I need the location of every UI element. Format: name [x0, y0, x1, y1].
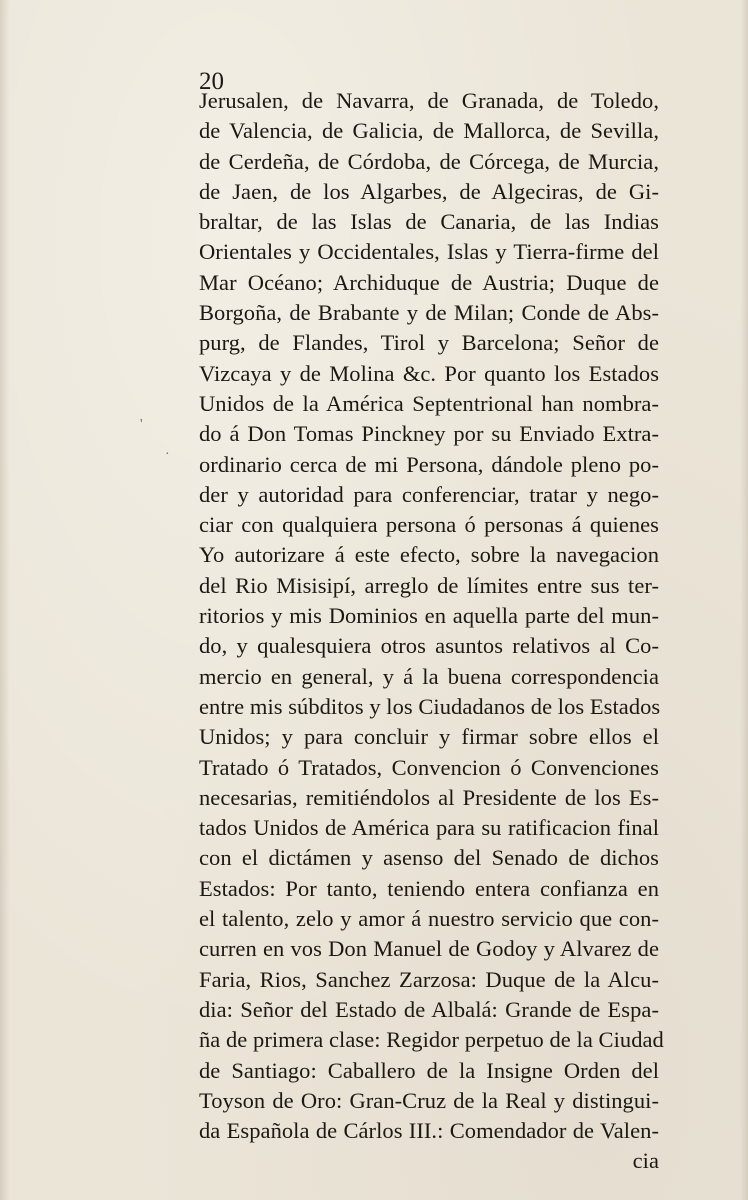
text-line: de Jaen, de los Algarbes, de Algeciras, de Gi-	[199, 178, 659, 204]
text-line: ciar con qualquiera persona ó personas á quienes	[199, 512, 659, 538]
text-line: con el dictámen y asenso del Senado de dichos	[199, 845, 659, 871]
text-line: ña de primera clase: Regidor perpetuo de la Ciudad	[199, 1027, 664, 1053]
text-line: Estados: Por tanto, teniendo entera confianza en	[199, 875, 659, 901]
text-line: dia: Señor del Estado de Albalá: Grande de Espa-	[199, 996, 659, 1022]
text-line: de Valencia, de Galicia, de Mallorca, de Sevilla,	[199, 118, 659, 144]
text-line: braltar, de las Islas de Canaria, de las Indias	[199, 209, 659, 235]
body-text	[199, 86, 664, 1177]
text-line: Yo autorizare á este efecto, sobre la navegacion	[199, 542, 659, 568]
paper-edge-left	[0, 0, 10, 1200]
paper-speck: '	[140, 417, 143, 432]
text-line: purg, de Flandes, Tirol y Barcelona; Señor de	[199, 330, 659, 356]
text-line: tados Unidos de América para su ratificacion final	[199, 815, 659, 841]
text-line: der y autoridad para conferenciar, tratar y nego-	[199, 481, 659, 507]
text-line: do, y qualesquiera otros asuntos relativos al Co-	[199, 633, 659, 659]
text-line: ordinario cerca de mi Persona, dándole pleno po-	[199, 451, 659, 477]
text-line: Toyson de Oro: Gran-Cruz de la Real y distingui-	[199, 1087, 659, 1113]
text-line: curren en vos Don Manuel de Godoy y Alvarez de	[199, 936, 659, 962]
text-line: mercio en general, y á la buena correspondencia	[199, 663, 659, 689]
text-line: Orientales y Occidentales, Islas y Tierra-firme del	[199, 239, 659, 265]
catchword: cia	[632, 1148, 659, 1174]
page-number: 20	[199, 68, 224, 95]
text-line: do á Don Tomas Pinckney por su Enviado Extra-	[199, 421, 659, 447]
text-line: Jerusalen, de Navarra, de Granada, de Toledo,	[199, 88, 659, 113]
paper-edge-right	[740, 0, 748, 1200]
text-line: el talento, zelo y amor á nuestro servicio que con-	[199, 906, 659, 932]
text-line: Borgoña, de Brabante y de Milan; Conde de Abs-	[199, 300, 659, 326]
text-line: Tratado ó Tratados, Convencion ó Convenciones	[199, 754, 659, 780]
text-line: Unidos de la América Septentrional han nombra-	[199, 390, 659, 416]
text-line: ritorios y mis Dominios en aquella parte del mun-	[199, 603, 659, 629]
text-line: del Rio Misisipí, arreglo de límites entre sus ter-	[199, 572, 659, 598]
text-line: de Santiago: Caballero de la Insigne Orden del	[199, 1057, 659, 1083]
text-line: entre mis súbditos y los Ciudadanos de los Estados	[199, 693, 661, 719]
text-line: necesarias, remitiéndolos al Presidente de los Es-	[199, 784, 659, 810]
text-line: de Cerdeña, de Córdoba, de Córcega, de Murcia,	[199, 148, 659, 174]
paper-speck: ·	[165, 447, 170, 462]
text-line: Faria, Rios, Sanchez Zarzosa: Duque de la Alcu-	[199, 966, 659, 992]
text-line: Mar Océano; Archiduque de Austria; Duque de	[199, 269, 659, 295]
text-line: Vizcaya y de Molina &c. Por quanto los Estados	[199, 360, 659, 386]
text-line: da Española de Cárlos III.: Comendador de Valen-	[199, 1118, 659, 1144]
text-line: Unidos; y para concluir y firmar sobre ellos el	[199, 724, 659, 750]
